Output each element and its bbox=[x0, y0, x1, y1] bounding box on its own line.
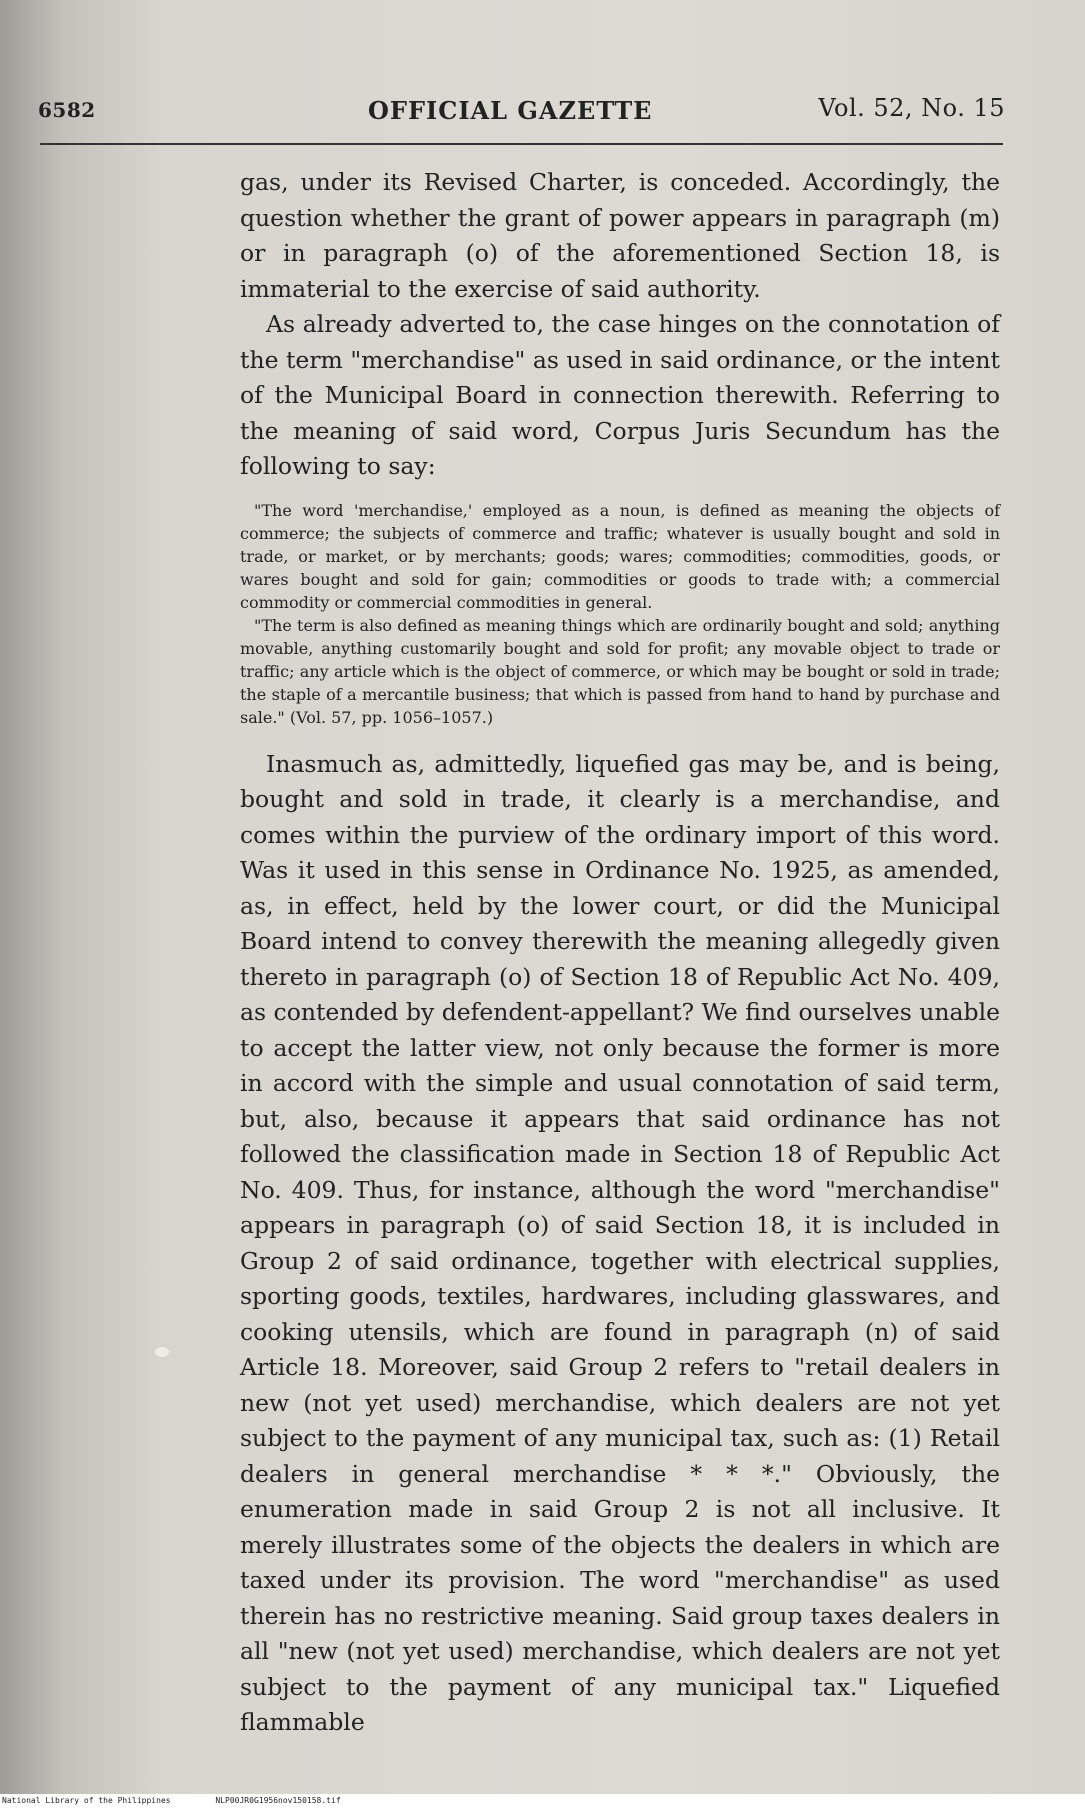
body-text bbox=[240, 165, 1000, 1741]
header-rule bbox=[40, 143, 1003, 145]
page-header bbox=[38, 92, 1005, 132]
volume-issue: Vol. 52, No. 15 bbox=[818, 94, 1005, 122]
publication-title: OFFICIAL GAZETTE bbox=[368, 96, 653, 125]
file-id: NLP00JR0G1956nov150158.tif bbox=[215, 1796, 341, 1805]
quote-paragraph-2: "The term is also defined as meaning things which are ordinarily bought and sold; anything movable, anything customarily bought and sold for profit; any movable object to trade or traffic; any article which is the object of commerce, or which may be bought or sold in trade; the staple of a mercantile business; that which is passed from hand to hand by purchase and sale." (Vol. 57, pp. 1056–1057.) bbox=[240, 615, 1000, 727]
block-quote bbox=[240, 499, 1000, 729]
quote-paragraph-1: "The word 'merchandise,' employed as a noun, is defined as meaning the objects of commerce; the subjects of commerce and traffic; whatever is usually bought and sold in trade, or market, or by merchants; goods; wares; commodities; commodities, goods, or wares bought and sold for gain; commodities or goods to trade with; a commercial commodity or commercial commodities in general. bbox=[240, 500, 1000, 612]
scan-speck bbox=[155, 1347, 169, 1357]
library-credit: National Library of the Philippines bbox=[2, 1796, 171, 1805]
paragraph-connotation: As already adverted to, the case hinges on the connotation of the term "merchandise" as used in said ordinance, or the intent of the Municipal Board in connection therewith. Referring to the meaning of said word, Corpus Juris Secundum has the following to say: bbox=[240, 310, 1000, 480]
scan-footer bbox=[0, 1794, 1085, 1808]
paragraph-inasmuch: Inasmuch as, admittedly, liquefied gas may be, and is being, bought and sold in trade, it clearly is a merchandise, and comes within the purview of the ordinary import of this word. Was it used in this sense in Ordinance No. 1925, as amended, as, in effect, held by the lower court, or did the Municipal Board intend to convey therewith the meaning allegedly given thereto in paragraph (o) of Section 18 of Republic Act No. 409, as contended by defendent-appellant? We find ourselves unable to accept the latter view, not only because the former is more in accord with the simple and usual connotation of said term, but, also, because it appears that said ordinance has not followed the classification made in Section 18 of Republic Act No. 409. Thus, for instance, although the word "merchandise" appears in paragraph (o) of said Section 18, it is included in Group 2 of said ordinance, together with electrical supplies, sporting goods, textiles, hardwares, including glasswares, and cooking utensils, which are found in paragraph (n) of said Article 18. Moreover, said Group 2 refers to "retail dealers in new (not yet used) merchandise, which dealers are not yet subject to the payment of any municipal tax, such as: (1) Retail dealers in general merchandise * * *." Obviously, the enumeration made in said Group 2 is not all inclusive. It merely illustrates some of the objects the dealers in which are taxed under its provision. The word "merchandise" as used therein has no restrictive meaning. Said group taxes dealers in all "new (not yet used) merchandise, which dealers are not yet subject to the payment of any municipal tax." Liquefied flammable bbox=[240, 749, 1000, 1736]
paragraph-continuation: gas, under its Revised Charter, is conceded. Accordingly, the question whether the grant of power appears in paragraph (m) or in paragraph (o) of the aforementioned Section 18, is immaterial to the exercise of said authority. bbox=[240, 168, 1000, 303]
page-number: 6582 bbox=[38, 98, 96, 122]
